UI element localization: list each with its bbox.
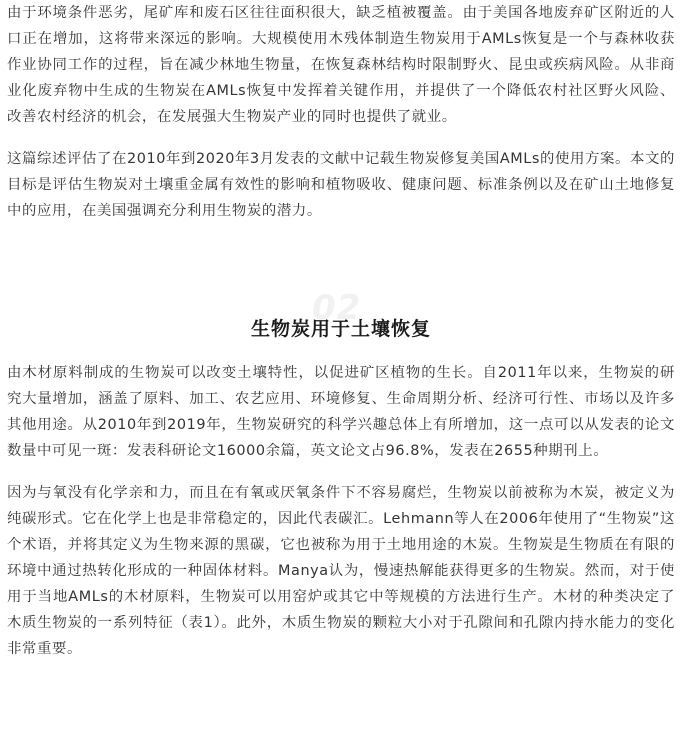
paragraph-intro: 由于环境条件恶劣，尾矿库和废石区往往面积很大，缺乏植被覆盖。由于美国各地废弃矿区附近的人口正在增加，这将带来深远的影响。大规模使用木残体制造生物炭用于AMLs恢复是一个与森林收获作业协同工作的过程，旨在减少林地生物量，在恢复森林结构时限制野火、昆虫或疾病风险。从非商业化废弃物中生成的生物炭在AMLs恢复中发挥着关键作用，并提供了一个降低农村社区野火风险、改善农村经济的机会，在发展强大生物炭产业的同时也提供了就业。 [7, 5, 675, 125]
section-title: 生物炭用于土壤恢复 [250, 318, 431, 340]
paragraph-biochar-research: 由木材原料制成的生物炭可以改变土壤特性，以促进矿区植物的生长。自2011年以来，生物炭的研究大量增加，涵盖了原料、加工、农艺应用、环境修复、生命周期分析、经济可行性、市场以及许多其他用途。从2010年到2019年，生物炭研究的科学兴趣总体上有所增加，这一点可以从发表的论文数量中可见一斑：发表科研论文16000余篇，英文论文占96.8%，发表在2655种期刊上。 [7, 365, 675, 459]
section-header [0, 286, 682, 366]
section-number-watermark: 02 [312, 288, 362, 328]
paragraph-review-scope: 这篇综述评估了在2010年到2020年3月发表的文献中记载生物炭修复美国AMLs的使用方案。本文的目标是评估生物炭对土壤重金属有效性的影响和植物吸收、健康问题、标准条例以及在矿山土地修复中的应用，在美国强调充分利用生物炭的潜力。 [7, 151, 675, 219]
paragraph-biochar-definition: 因为与氧没有化学亲和力，而且在有氧或厌氧条件下不容易腐烂，生物炭以前被称为木炭，被定义为纯碳形式。它在化学上也是非常稳定的，因此代表碳汇。Lehmann等人在2006年使用了“生物炭”这个术语，并将其定义为生物来源的黑碳，它也被称为用于土地用途的木炭。生物炭是生物质在有限的环境中通过热转化形成的一种固体材料。Manya认为，慢速热解能获得更多的生物炭。然而，对于使用于当地AMLs的木材原料，生物炭可以用窑炉或其它中等规模的方法进行生产。木材的种类决定了木质生物炭的一系列特征（表1）。此外，木质生物炭的颗粒大小对于孔隙间和孔隙内持水能力的变化非常重要。 [7, 485, 675, 657]
